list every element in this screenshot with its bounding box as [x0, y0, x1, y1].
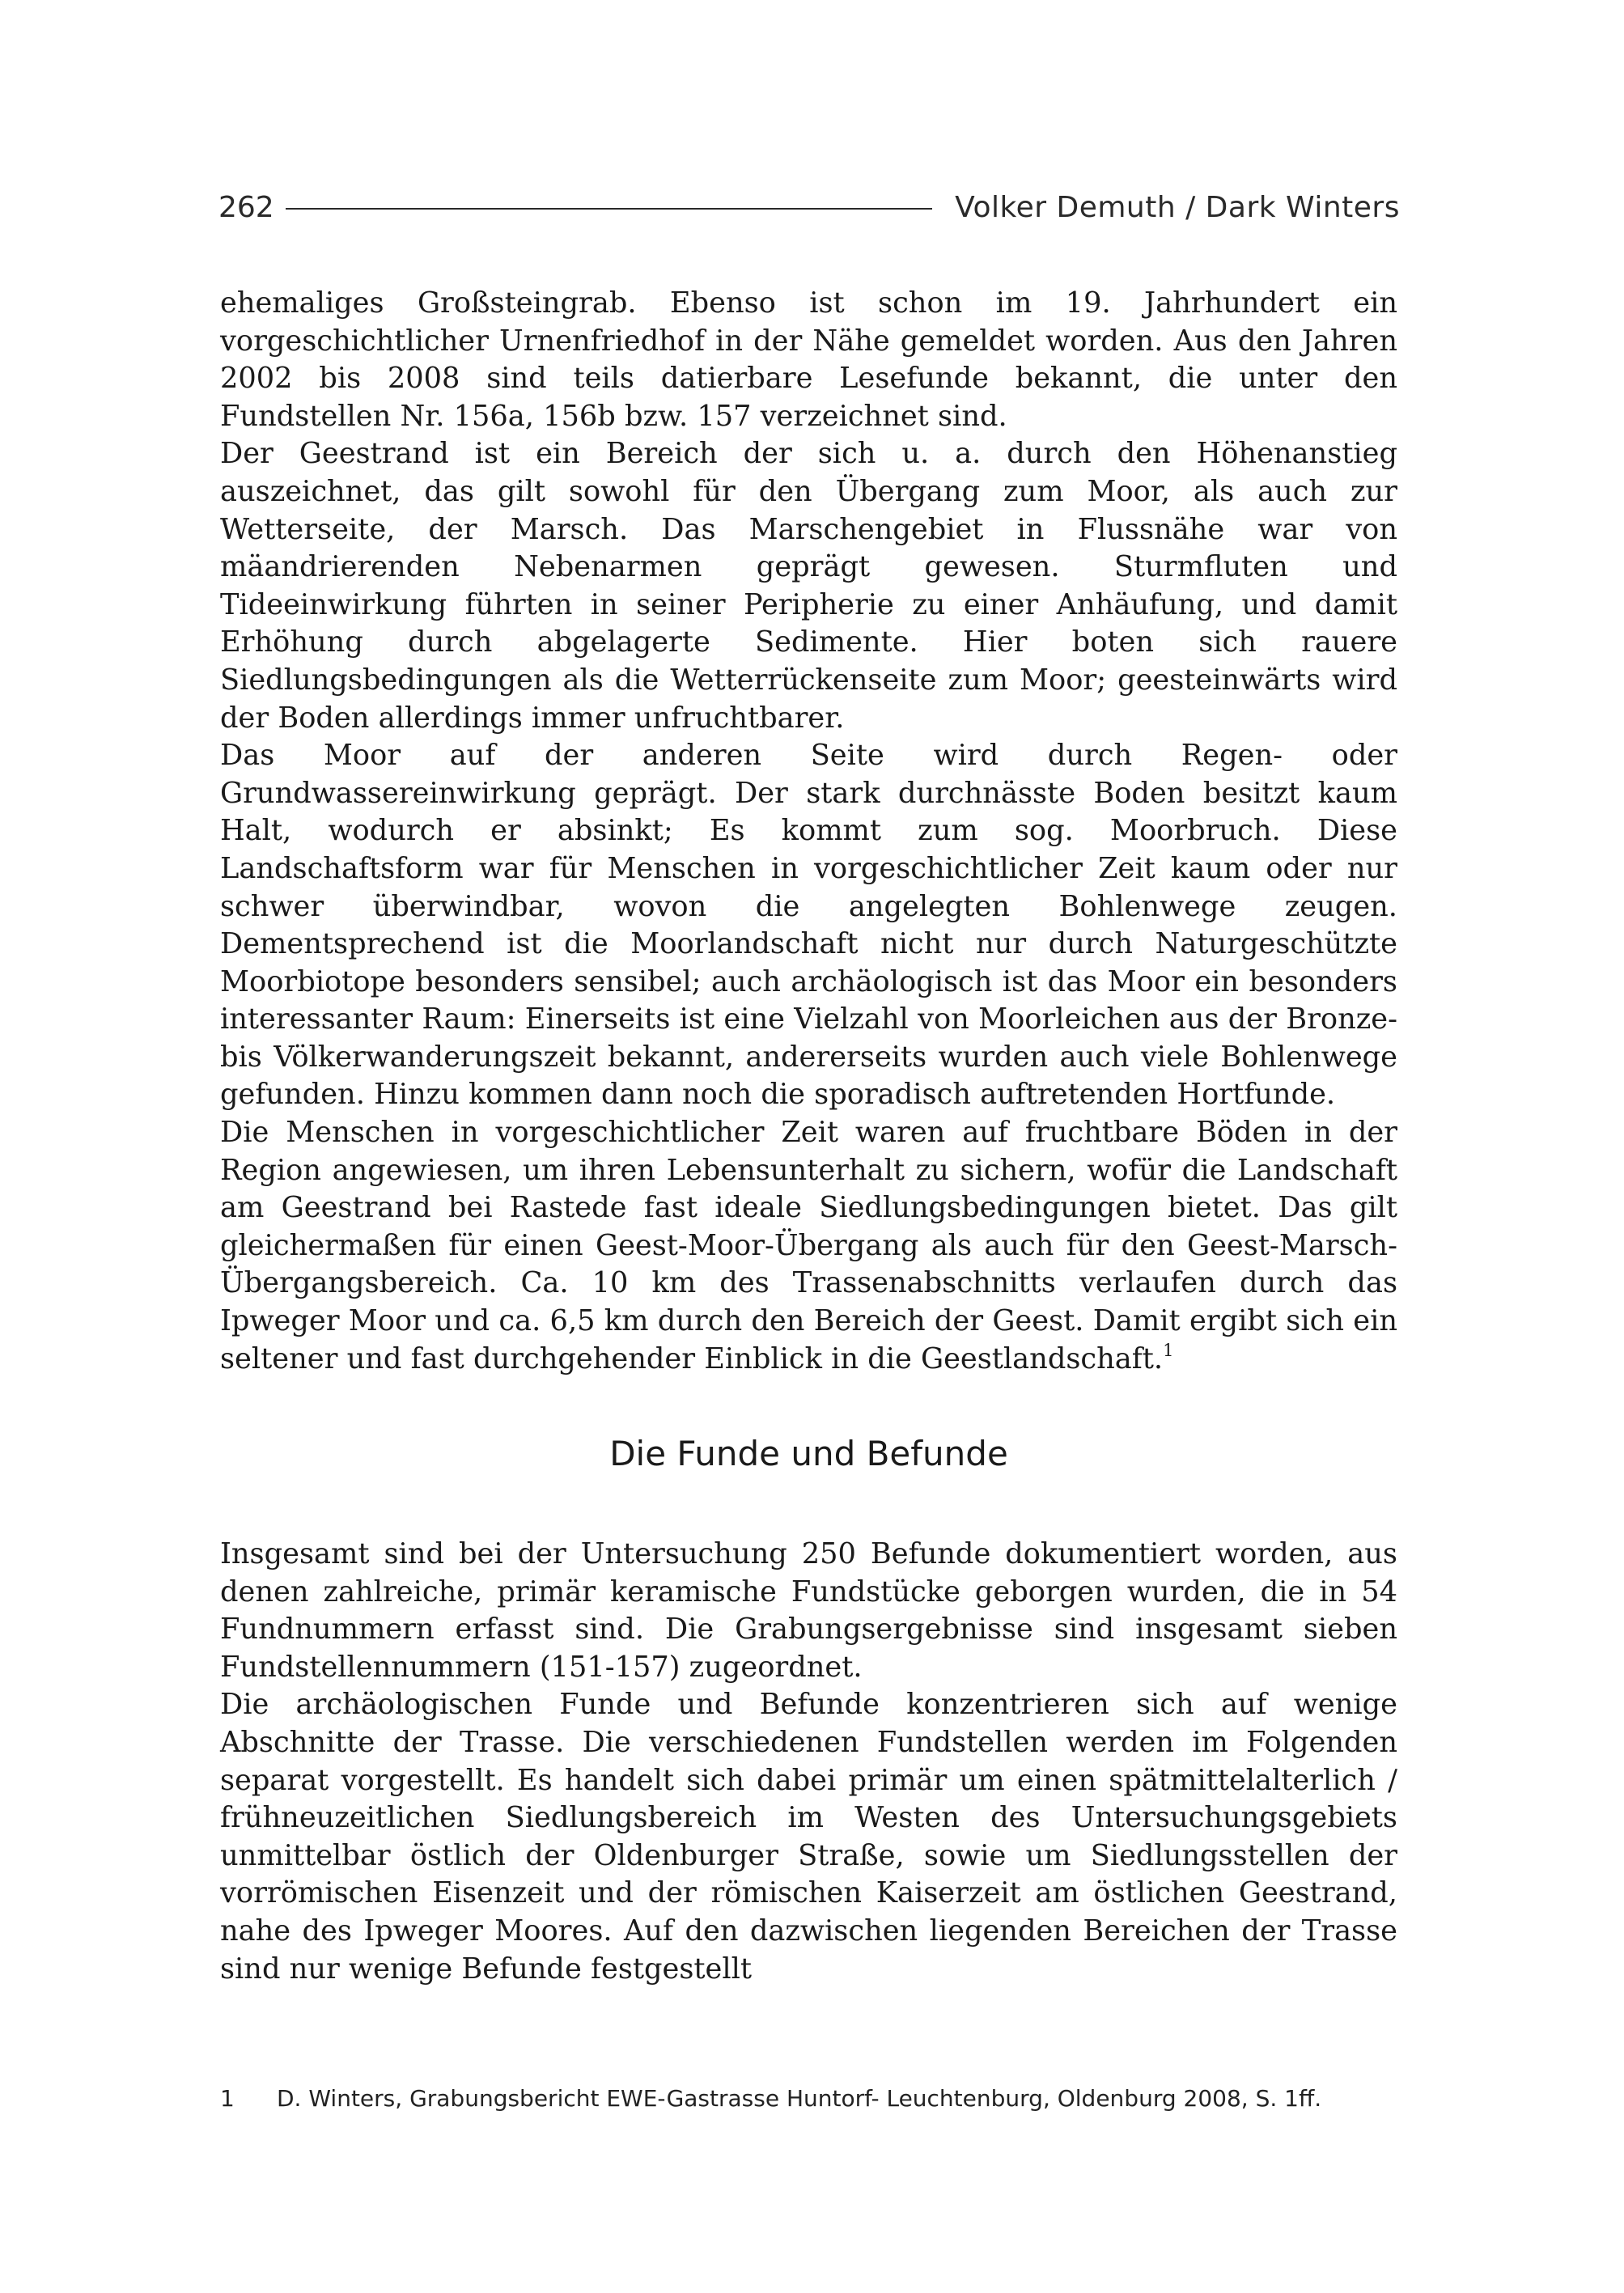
section-heading: Die Funde und Befunde [609, 1434, 1008, 1473]
footnote-text: D. Winters, Grabungsbericht EWE-Gastrasse Huntorf- Leuchtenburg, Oldenburg 2008, S. 1ff. [277, 2085, 1322, 2112]
footnote [220, 2084, 1397, 2113]
paragraph: ehemaliges Großsteingrab. Ebenso ist schon im 19. Jahrhundert ein vorgeschichtlicher Urnenfriedhof in der Nähe gemeldet worden. Aus den Jahren 2002 bis 2008 sind teils datierbare Lesefunde bekannt, die unter den Fundstellen Nr. 156a, 156b bzw. 157 verzeichnet sind. [220, 286, 1397, 433]
body-text-top [220, 285, 1397, 1378]
paragraph-with-footnote [220, 1114, 1397, 1378]
page-number: 262 [218, 190, 274, 224]
body-text-section [220, 1536, 1397, 1988]
header-rule [286, 208, 932, 210]
running-title: Volker Demuth / Dark Winters [955, 190, 1400, 224]
running-header [218, 184, 1400, 230]
paragraph-text: Die Menschen in vorgeschichtlicher Zeit waren auf fruchtbare Böden in der Region angewiesen, um ihren Lebensunterhalt zu sichern, wofür die Landschaft am Geestrand bei Rastede fast ideale Siedlungsbedingungen bietet. Das gilt gleichermaßen für einen Geest-Moor-Übergang als auch für den Geest-Marsch-Übergangsbereich. Ca. 10 km des Trassenabschnitts verlaufen durch das Ipweger Moor und ca. 6,5 km durch den Bereich der Geest. Damit ergibt sich ein seltener und fast durchgehender Einblick in die Geestlandschaft. [220, 1116, 1397, 1375]
footnote-number: 1 [220, 2085, 235, 2112]
paragraph: Insgesamt sind bei der Untersuchung 250 Befunde dokumentiert worden, aus denen zahlreiche, primär keramische Fundstücke geborgen wurden, die in 54 Fundnummern erfasst sind. Die Grabungsergebnisse sind insgesamt sieben Fundstellennummern (151-157) zugeordnet. [220, 1537, 1397, 1684]
paragraph: Der Geestrand ist ein Bereich der sich u. a. durch den Höhenanstieg auszeichnet, das gilt sowohl für den Übergang zum Moor, als auch zur Wetterseite, der Marsch. Das Marschengebiet in Flussnähe war von mäandrierenden Nebenarmen geprägt gewesen. Sturmfluten und Tideeinwirkung führten in seiner Peripherie zu einer Anhäufung, und damit Erhöhung durch abgelagerte Sedimente. Hier boten sich rauere Siedlungsbedingungen als die Wetterrückenseite zum Moor; geesteinwärts wird der Boden allerdings immer unfruchtbarer. [220, 437, 1397, 735]
paragraph: Die archäologischen Funde und Befunde konzentrieren sich auf wenige Abschnitte der Trasse. Die verschiedenen Fundstellen werden im Folgenden separat vorgestellt. Es handelt sich dabei primär um einen spätmittelalterlich / frühneuzeitlichen Siedlungsbereich im Westen des Untersuchungsgebiets unmittelbar östlich der Oldenburger Straße, sowie um Siedlungsstellen der vorrömischen Eisenzeit und der römischen Kaiserzeit am östlichen Geestrand, nahe des Ipweger Moores. Auf den dazwischen liegenden Bereichen der Trasse sind nur wenige Befunde festgestellt [220, 1688, 1397, 1986]
footnote-reference[interactable]: 1 [1163, 1340, 1174, 1360]
paragraph: Das Moor auf der anderen Seite wird durch Regen- oder Grundwassereinwirkung geprägt. Der stark durchnässte Boden besitzt kaum Halt, wodurch er absinkt; Es kommt zum sog. Moorbruch. Diese Landschaftsform war für Menschen in vorgeschichtlicher Zeit kaum oder nur schwer überwindbar, wovon die angelegten Bohlenwege zeugen. Dementsprechend ist die Moorlandschaft nicht nur durch Naturgeschützte Moorbiotope besonders sensibel; auch archäologisch ist das Moor ein besonders interessanter Raum: Einerseits ist eine Vielzahl von Moorleichen aus der Bronze- bis Völkerwanderungszeit bekannt, andererseits wurden auch viele Bohlenwege gefunden. Hinzu kommen dann noch die sporadisch auftretenden Hortfunde. [220, 739, 1397, 1112]
